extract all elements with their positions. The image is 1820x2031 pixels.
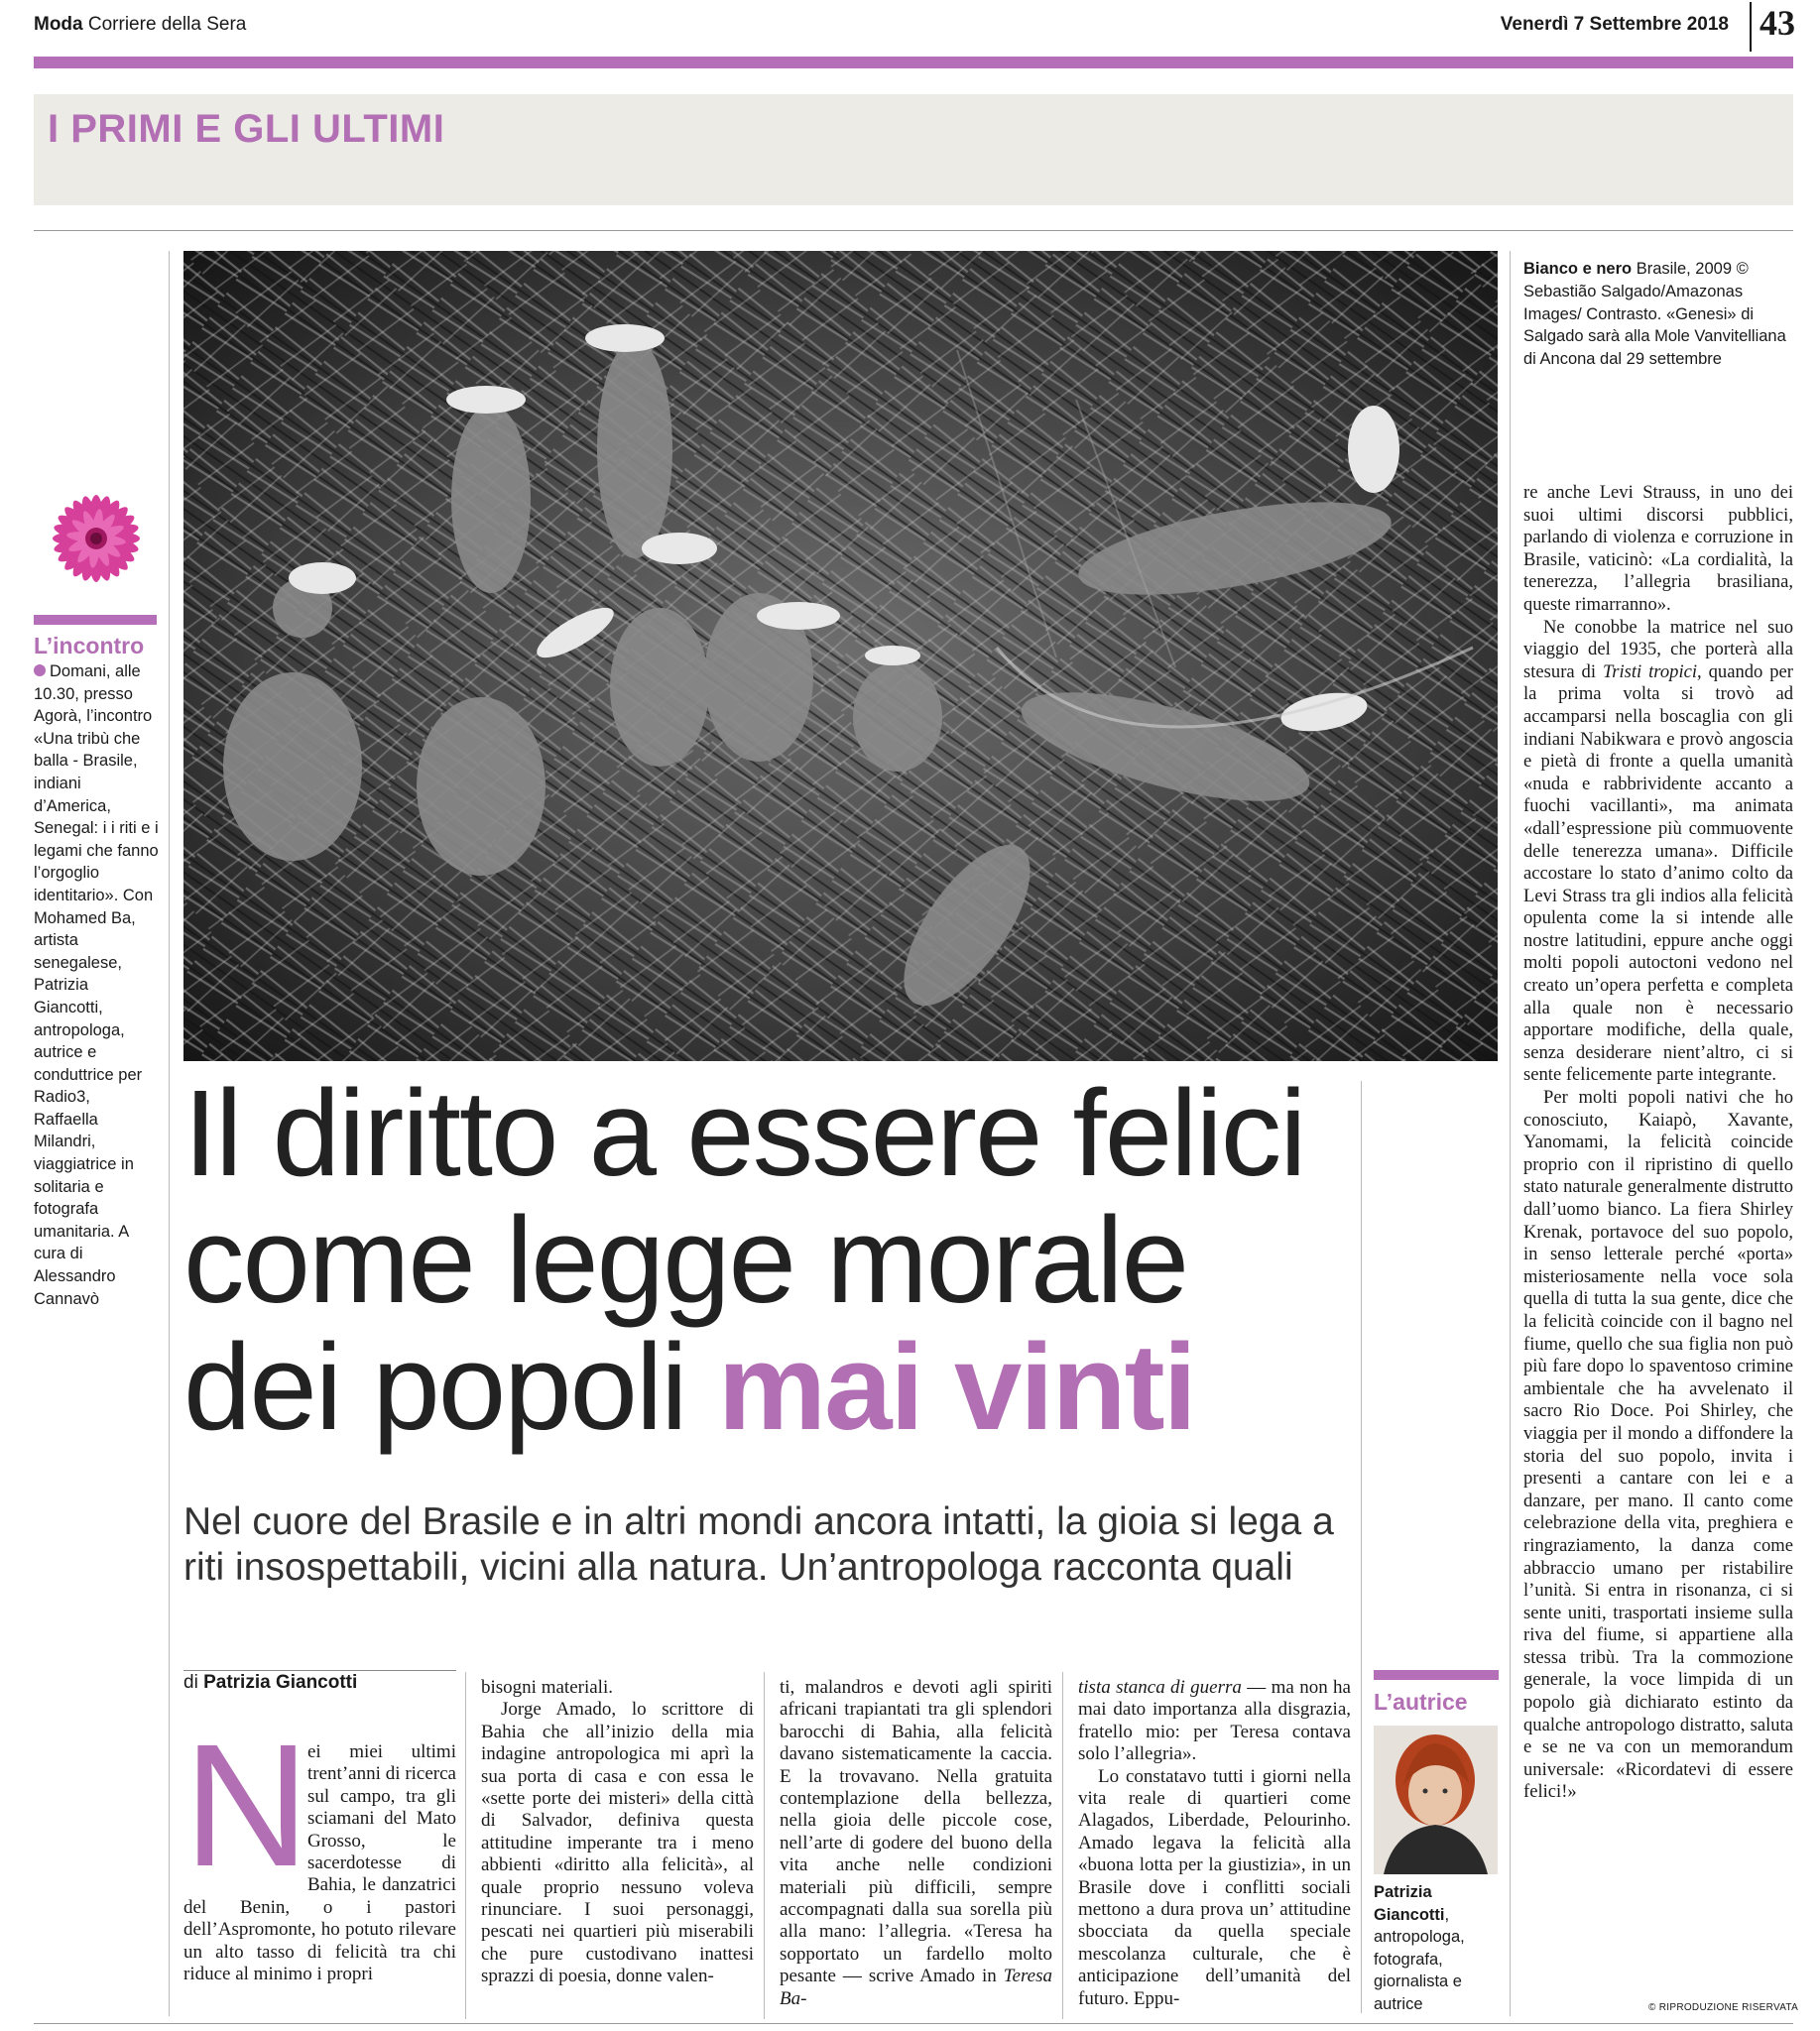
caption-title: Bianco e nero [1523, 260, 1633, 278]
byline-author: Patrizia Giancotti [203, 1672, 358, 1693]
headline-highlight: mai vinti [717, 1320, 1195, 1456]
author-photo [1374, 1726, 1498, 1874]
sidebar-title: L’incontro [34, 633, 145, 658]
headline-line-3 [183, 1320, 1374, 1456]
article-col5-p1: re anche Levi Strauss, in uno dei suoi ultimi discorsi pubblici, parlando di violenza e corruzione in Brasile, vaticinò: «La cordialità, la tenerezza, l’allegria brasiliana, queste rimarranno». [1523, 482, 1793, 615]
bottom-rule [34, 2023, 1793, 2024]
bullet-icon [34, 664, 46, 676]
copyright-credit: © RIPRODUZIONE RISERVATA [1648, 2002, 1799, 2013]
column-divider [1062, 1672, 1063, 2019]
issue-date: Venerdì 7 Settembre 2018 [1500, 14, 1729, 35]
banner-divider [34, 230, 1793, 231]
flower-icon [34, 476, 159, 601]
article-col2-p1: bisogni materiali. [481, 1677, 613, 1698]
section-header [34, 14, 246, 36]
column-divider [1510, 251, 1511, 2016]
author-rule [1374, 1670, 1499, 1680]
photo-caption [1523, 258, 1791, 371]
sidebar-text [34, 660, 159, 1310]
header-rule [34, 57, 1793, 68]
column-divider [465, 1672, 466, 2019]
column-divider [764, 1672, 765, 2019]
headline-line-2: come legge morale [183, 1193, 1188, 1329]
main-photo [183, 251, 1498, 1061]
article-column-1 [183, 1741, 456, 1985]
author-box-title: L’autrice [1374, 1689, 1468, 1715]
page-number: 43 [1750, 2, 1795, 52]
article-column-4 [1078, 1677, 1351, 2010]
article-col5-p2a: Ne conobbe la matrice nel suo viaggio del 1935, che porterà alla stesura di [1523, 616, 1793, 682]
section-name: Moda [34, 14, 83, 35]
caption-text: Brasile, 2009 © Sebastião Salgado/Amazonas Images/ Contrasto. «Genesi» di Salgado sarà alla Mole Vanvitelliana di Ancona dal 29 settembre [1523, 260, 1786, 369]
author-bio [1374, 1881, 1499, 2016]
article-col5-italic: Tristi tropici [1602, 660, 1698, 682]
article-col4-text: — ma non ha mai dato importanza alla disgrazia, fratello mio: per Teresa contava solo l’allegria». [1078, 1677, 1351, 1765]
byline-rule [183, 1670, 456, 1671]
banner-title: I PRIMI E GLI ULTIMI [48, 107, 445, 151]
article-col1-text: ei miei ultimi trent’anni di ricerca sul campo, tra gli sciamani del Mato Grosso, le sacerdotesse di Bahia, le danzatrici del Benin, o i pastori dell’Aspromonte, ho potuto rilevare un alto tasso di felicità tra chi riduce al minimo i propri [183, 1741, 456, 1985]
headline-line-3-plain: dei popoli [183, 1320, 718, 1456]
article-column-3 [780, 1677, 1052, 2010]
article-col5-p2b: , quando per la prima volta si trovò ad accamparsi nella boscaglia con gli indiani Nabikwara e provò angoscia e pietà di fronte a quella umanità «nuda e rabbrividente accanto a fuochi vacillanti», ma animata «dall’espressione più commuovente delle tenerezza umana». Difficile accostare lo stato d’animo colto da Levi Strass tra gli indios alla felicità opulenta come la si intende alle nostre latitudini, eppure anche oggi molti popoli autoctoni vedono nel creato un’opera perfetta e completa alla quale non è necessario apportare modifiche, della quale, senza desiderare nient’altro, ci si sente felicemente parte integrante. [1523, 660, 1793, 1086]
article-col3-italic: Teresa Ba- [780, 1966, 1052, 2009]
author-last-name: Giancotti [1374, 1905, 1445, 1924]
newspaper-name: Corriere della Sera [87, 14, 247, 35]
article-col4-italic: tista stanca di guerra [1078, 1677, 1242, 1698]
article-col2-p2: Jorge Amado, lo scrittore di Bahia che all’inizio della mia indagine antropologica mi aprì la sua porta di casa e con essa le «sette porte dei misteri» della città di Salvador, definiva questa attitudine imperante tra i meno abbienti «diritto alla felicità», al quale proprio nessuno voleva rinunciare. I suoi personaggi, pescati nei quartieri più miserabili che pure custodivano inattesi sprazzi di poesia, donne valen- [481, 1699, 754, 1987]
article-col3-text: ti, malandros e devoti agli spiriti africani trapiantati tra gli splendori barocchi di Bahia, alla felicità davano sistematicamente la caccia. E la trovavano. Nella gratuita contemplazione della bellezza, nella gioia delle piccole cose, nell’arte di godere del buono della vita anche nelle condizioni materiali più difficili, sempre accompagnati dalla sua sorella più alla mano: l’allegria. «Teresa ha sopportato un fardello molto pesante — scrive Amado in [780, 1677, 1052, 1987]
headline-line-1: Il diritto a essere felici [183, 1066, 1305, 1202]
article-col5-p3: Per molti popoli nativi che ho conosciuto, Kaiapò, Xavante, Yanomami, la felicità coincide proprio con il ripristino di quello stato naturale generalmente distrutto dall’uomo bianco. La fiera Shirley Krenak, portavoce del suo popolo, in senso letterale perché «porta» misteriosamente nella voce sola quella di tutta la sua gente, dice che la felicità coincide con il bagno nel fiume, quello che sua figlia non può più fare dopo lo spaventoso crimine ambientale che ha avvelenato il sacro Rio Doce. Poi Shirley, che viaggia per il mondo a diffondere la storia del suo popolo, invita i presenti a cantare con lei e a danzare, per mano. Il canto come celebrazione della vita, preghiera e ringraziamento, la danza come abbraccio umano per ristabilire l’unità. Si entra in risonanza, ci si sente uniti, trasportati insieme sulla riva del fiume, si appartiene alla stessa tribù. Tra la commozione generale, la voce limpida di un popolo già dichiarato estinto da qualche antropologo distratto, saluta e se ne va con un memorandum universale: «Ricordatevi di essere felici!» [1523, 1087, 1793, 1803]
sidebar-rule [34, 615, 157, 625]
byline-prefix: di [183, 1672, 204, 1693]
subheadline: Nel cuore del Brasile e in altri mondi ancora intatti, la gioia si lega a riti insospettabili, vicini alla natura. Un’antropologa racconta quali [183, 1500, 1334, 1589]
byline [183, 1672, 357, 1694]
column-divider [169, 251, 170, 2016]
author-portrait-illustration [1374, 1726, 1498, 1874]
photo-illustration [183, 251, 1498, 1061]
article-column-5 [1523, 482, 1793, 1804]
dropcap: N [183, 1709, 310, 1903]
author-first-name: Patrizia [1374, 1883, 1432, 1901]
article-col4-p2: Lo constatavo tutti i giorni nella vita reale di quartieri come Alagados, Liberdade, Pelourinho. Amado legava la felicità alla «buona lotta per la giustizia», in un Brasile dove i conflitti sociali mettono a dura prova un’ attitudine sbocciata da quella speciale mescolanza culturale, che è anticipazione dell’umanità del futuro. Eppu- [1078, 1765, 1351, 2009]
sidebar-body: Domani, alle 10.30, presso Agorà, l’incontro «Una tribù che balla - Brasile, indiani d’America, Senegal: i i riti e i legami che fanno l’orgoglio identitario». Con Mohamed Ba, artista senegalese, Patrizia Giancotti, antropologa, autrice e conduttrice per Radio3, Raffaella Milandri, viaggiatrice in solitaria e fotografa umanitaria. A cura di Alessandro Cannavò [34, 662, 159, 1308]
author-description: , antropologa, fotografa, giornalista e autrice [1374, 1905, 1465, 2013]
headline [183, 1066, 1374, 1456]
article-column-2 [481, 1677, 754, 1988]
